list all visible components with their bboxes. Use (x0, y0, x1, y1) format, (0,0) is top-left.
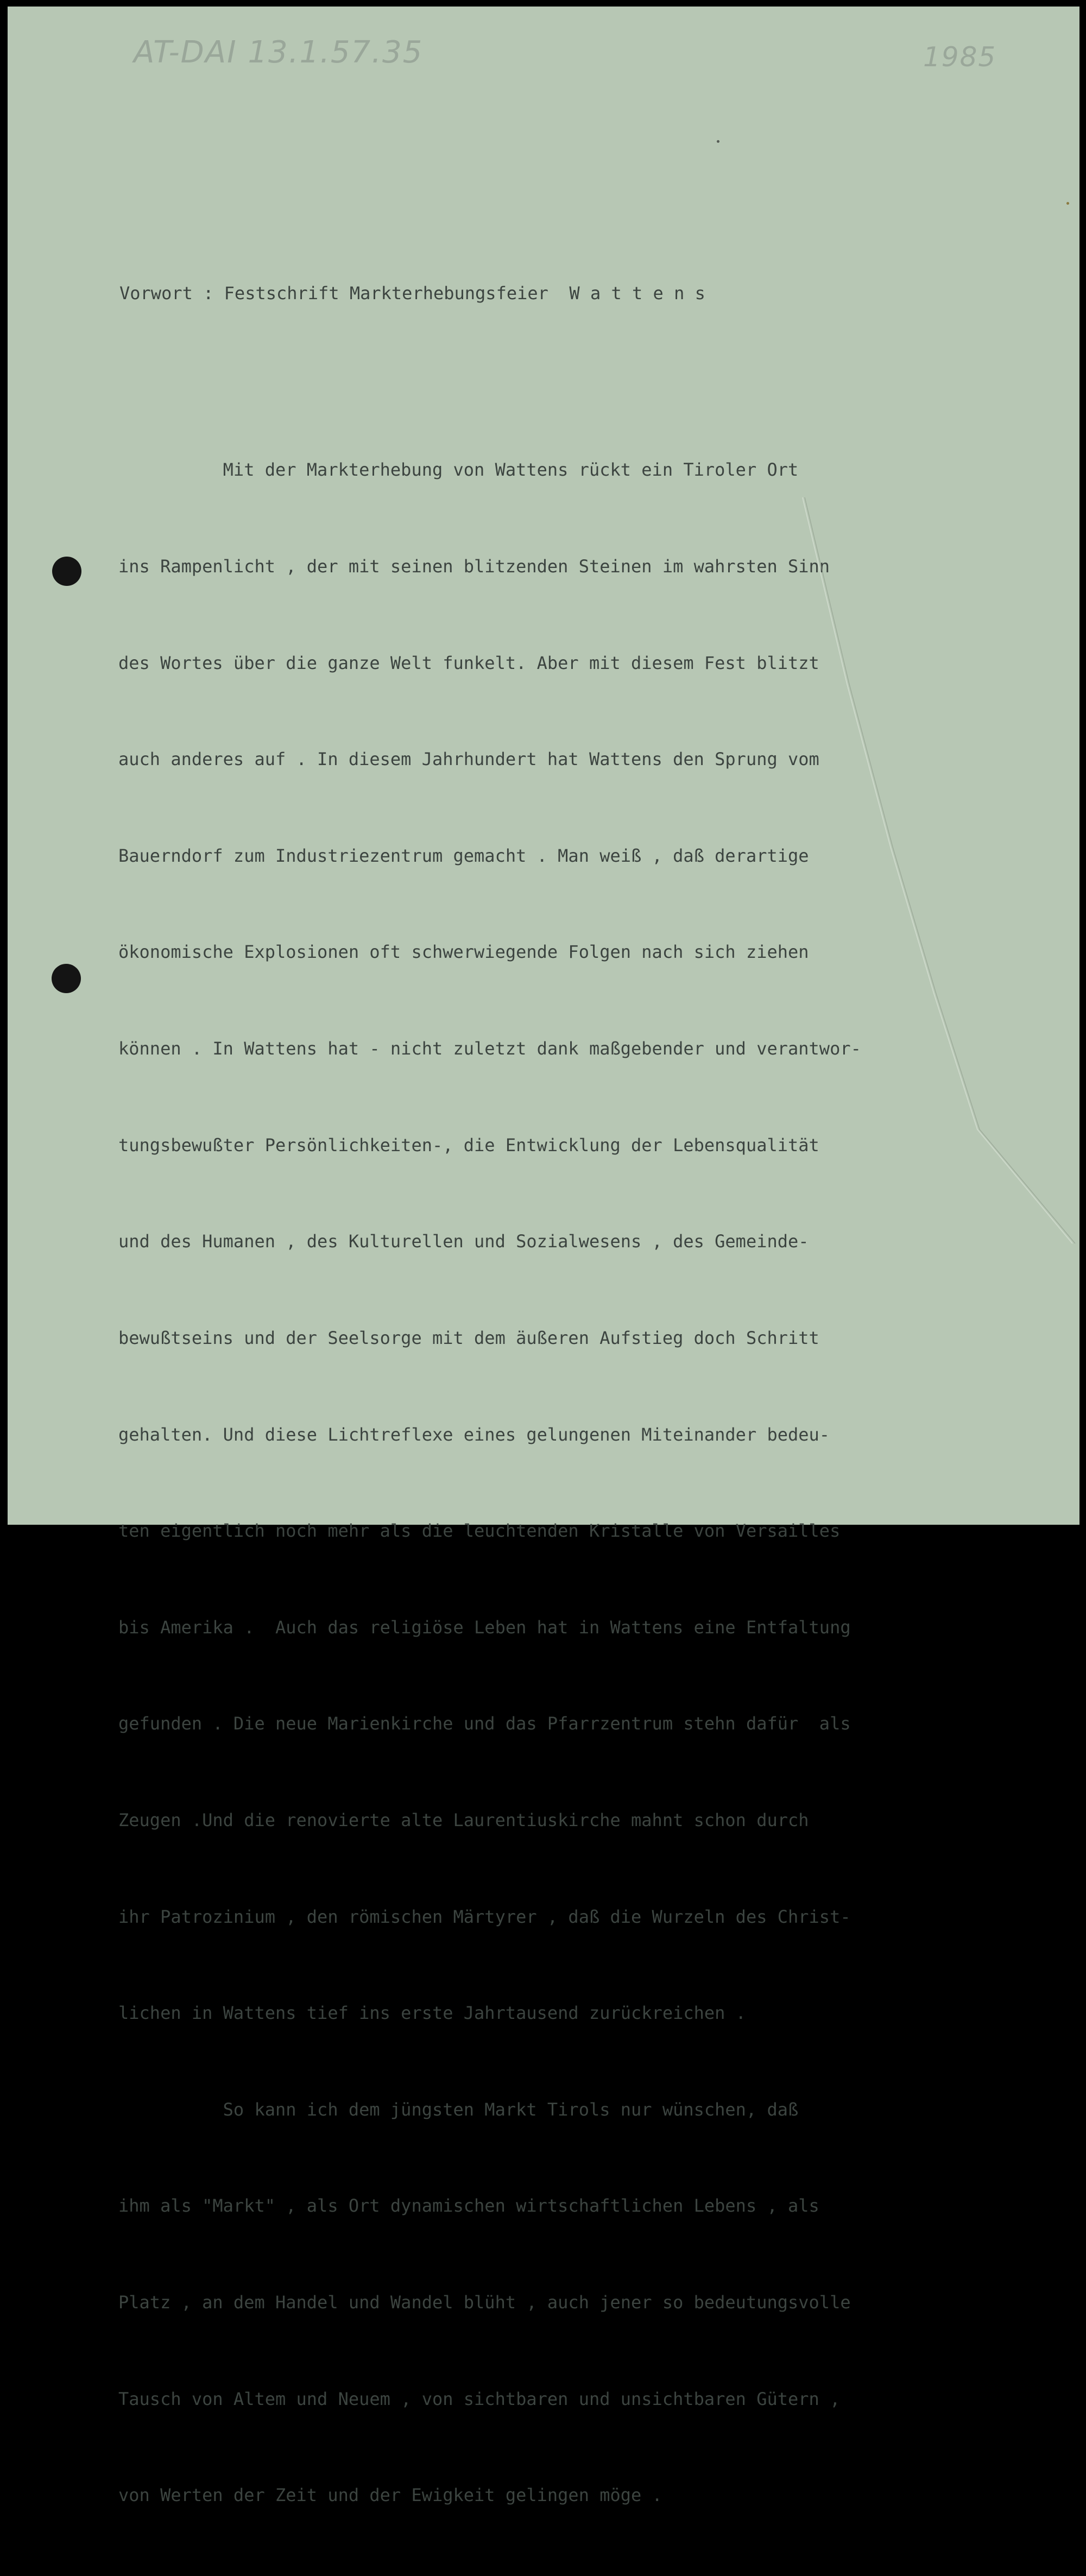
body-line: ins Rampenlicht , der mit seinen blitzenden Steinen im wahrsten Sinn (118, 556, 830, 577)
document-heading: Vorwort : Festschrift Markterhebungsfeier W a t t e n s (119, 283, 705, 304)
body-line: ihm als "Markt" , als Ort dynamischen wirtschaftlichen Lebens , als (118, 2195, 819, 2217)
body-line: von Werten der Zeit und der Ewigkeit gelingen möge . (118, 2485, 662, 2506)
body-line: des Wortes über die ganze Welt funkelt. Aber mit diesem Fest blitzt (118, 652, 819, 673)
body-line: Bauerndorf zum Industriezentrum gemacht . Man weiß , daß derartige (118, 845, 809, 866)
body-line: ihr Patrozinium , den römischen Märtyrer , daß die Wurzeln des Christ- (118, 1906, 851, 1927)
body-line: auch anderes auf . In diesem Jahrhundert hat Wattens den Sprung vom (118, 749, 819, 770)
body-line: Platz , an dem Handel und Wandel blüht , auch jener so bedeutungsvolle (118, 2291, 851, 2313)
body-line: ten eigentlich noch mehr als die leuchtenden Kristalle von Versailles (118, 1520, 841, 1542)
body-line: können . In Wattens hat - nicht zuletzt dank maßgebender und verantwor- (118, 1038, 861, 1059)
body-line: So kann ich dem jüngsten Markt Tirols nur wünschen, daß (118, 2099, 799, 2120)
body-line: tungsbewußter Persönlichkeiten-, die Entwicklung der Lebensqualität (118, 1134, 819, 1156)
body-line: Mit der Markterhebung von Wattens rückt ein Tiroler Ort (118, 459, 799, 481)
archive-reference-annotation: AT-DAI 13.1.57.35 (134, 35, 424, 70)
body-line: Tausch von Altem und Neuem , von sichtbaren und unsichtbaren Gütern , (118, 2388, 841, 2409)
body-line: gehalten. Und diese Lichtreflexe eines gelungenen Miteinander bedeu- (118, 1424, 830, 1445)
body-line: lichen in Wattens tief ins erste Jahrtausend zurückreichen . (118, 2003, 746, 2024)
body-line: ökonomische Explosionen oft schwerwiegende Folgen nach sich ziehen (118, 942, 809, 963)
body-line: gefunden . Die neue Marienkirche und das Pfarrzentrum stehn dafür als (118, 1713, 851, 1734)
page-number-annotation: 1985 (923, 41, 997, 73)
body-line: Zeugen .Und die renovierte alte Laurentiuskirche mahnt schon durch (118, 1809, 809, 1830)
body-line: bis Amerika . Auch das religiöse Leben hat in Wattens eine Entfaltung (118, 1617, 851, 1638)
body-line: und des Humanen , des Kulturellen und Sozialwesens , des Gemeinde- (118, 1231, 809, 1252)
body-line: bewußtseins und der Seelsorge mit dem äußeren Aufstieg doch Schritt (118, 1327, 819, 1348)
